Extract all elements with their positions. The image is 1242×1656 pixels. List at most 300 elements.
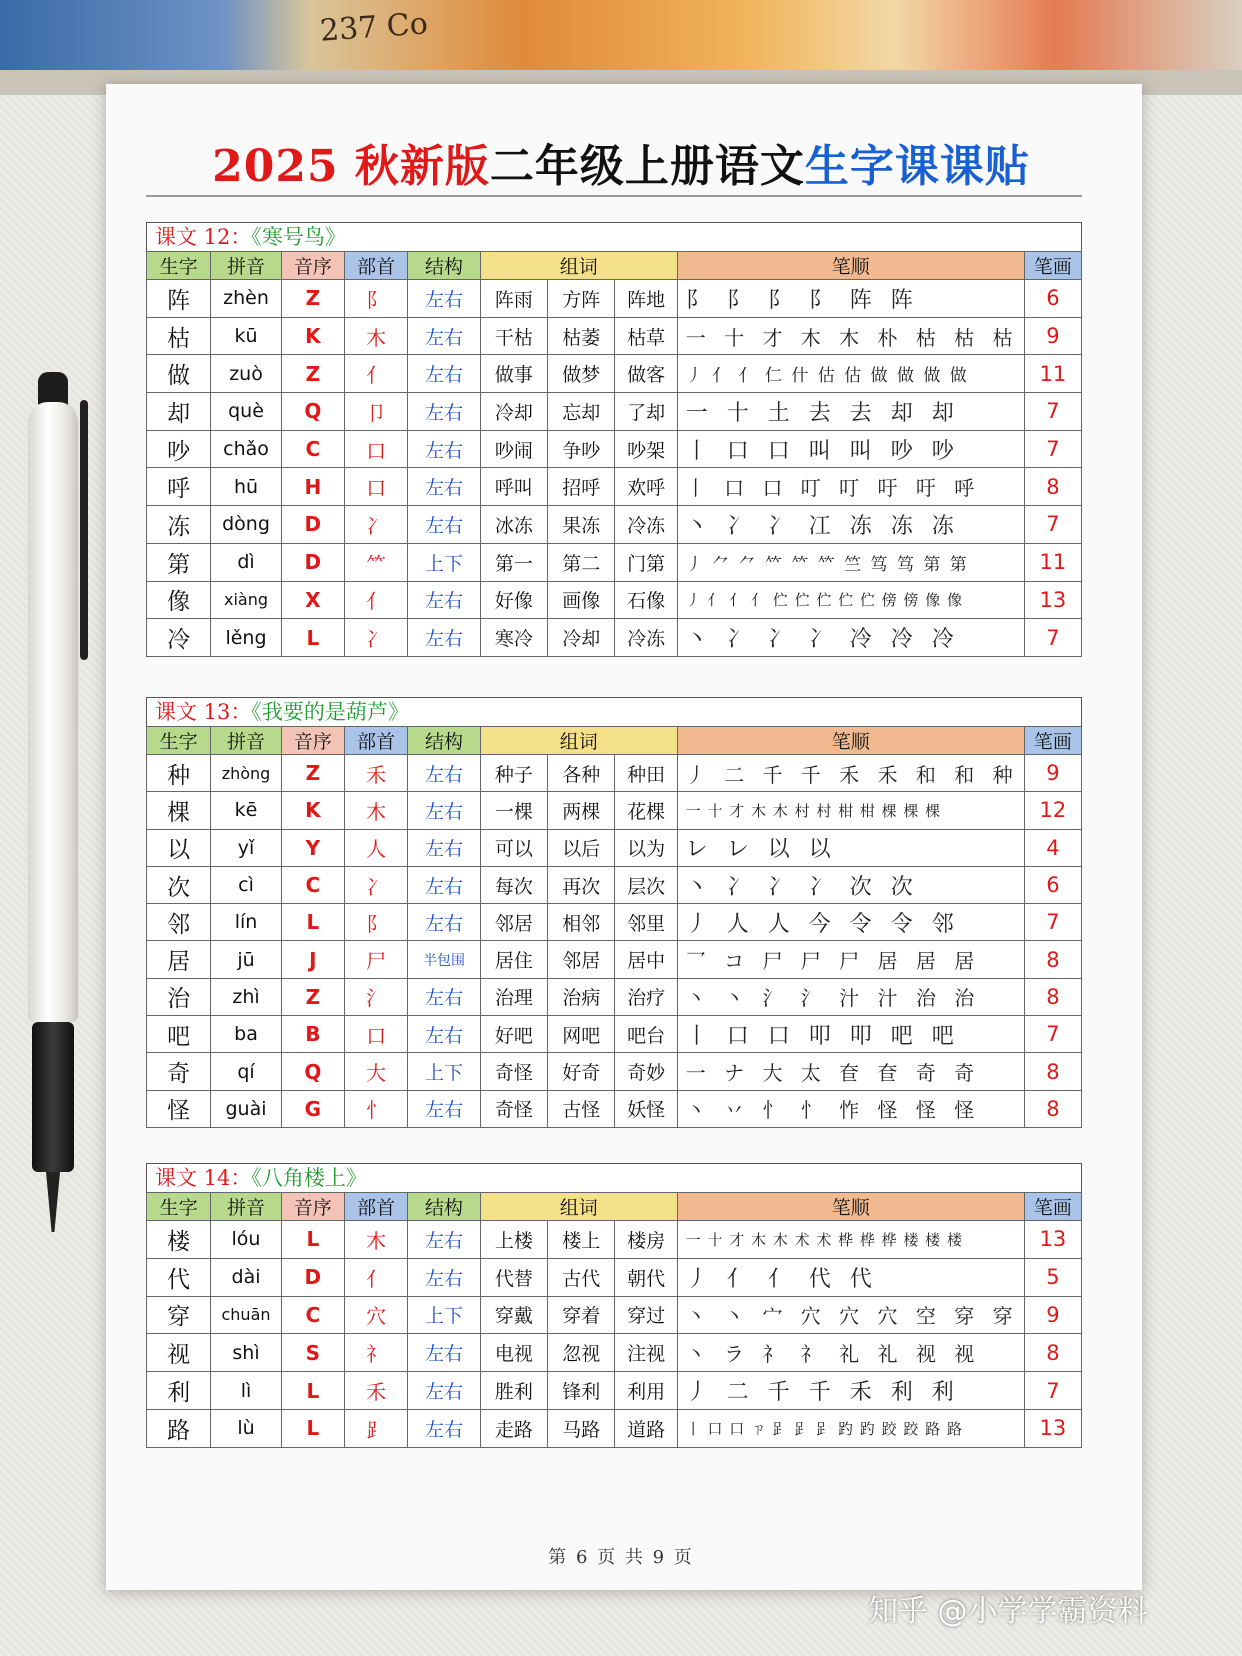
structure-cell: 左右: [408, 317, 480, 355]
word-cell: 冷却: [548, 619, 615, 657]
word-cell: 做事: [480, 355, 547, 393]
header-char: 生字: [147, 1193, 211, 1221]
pinyin-cell: chǎo: [211, 430, 281, 468]
word-cell: 邻居: [548, 941, 615, 978]
word-cell: 奇妙: [615, 1053, 677, 1090]
radical-cell: 穴: [345, 1296, 408, 1334]
lesson-title: 《我要的是葫芦》: [251, 700, 409, 724]
initial-cell: Y: [281, 829, 344, 866]
pinyin-cell: lì: [211, 1372, 281, 1410]
word-cell: 吵架: [615, 430, 677, 468]
word-cell: 招呼: [548, 468, 615, 506]
character-cell: 路: [147, 1409, 211, 1447]
table-row: [147, 1258, 1082, 1296]
initial-cell: H: [281, 468, 344, 506]
structure-cell: 上下: [408, 1296, 480, 1334]
header-radical: 部首: [345, 1193, 408, 1221]
table-row: [147, 1372, 1082, 1410]
stroke-count-cell: 7: [1024, 393, 1081, 431]
initial-cell: Q: [281, 393, 344, 431]
header-strokes: 笔顺: [677, 727, 1024, 755]
word-cell: 上楼: [480, 1221, 547, 1259]
radical-cell: 木: [345, 1221, 408, 1259]
character-table: [146, 1192, 1082, 1448]
pinyin-cell: zuò: [211, 355, 281, 393]
character-cell: 居: [147, 941, 211, 978]
word-cell: 古怪: [548, 1090, 615, 1127]
stroke-order-cell: 丿 二 千 千 禾 禾 和 和 种: [677, 755, 1024, 792]
structure-cell: 左右: [408, 866, 480, 903]
stroke-order-cell: 丨 口 口 叩 叩 吧 吧: [677, 1016, 1024, 1053]
structure-cell: 左右: [408, 1090, 480, 1127]
radical-cell: 尸: [345, 941, 408, 978]
character-cell: 治: [147, 978, 211, 1015]
character-cell: 以: [147, 829, 211, 866]
word-cell: 各种: [548, 755, 615, 792]
word-cell: 冷却: [480, 393, 547, 431]
pinyin-cell: xiàng: [211, 581, 281, 619]
header-radical: 部首: [345, 727, 408, 755]
lesson-section: [146, 1163, 1082, 1448]
table-row: [147, 792, 1082, 829]
header-strokes: 笔顺: [677, 252, 1024, 280]
table-header-row: [147, 1193, 1082, 1221]
word-cell: 邻里: [615, 904, 677, 941]
header-count: 笔画: [1024, 727, 1081, 755]
word-cell: 居住: [480, 941, 547, 978]
stroke-count-cell: 11: [1024, 543, 1081, 581]
radical-cell: 口: [345, 1016, 408, 1053]
lesson-label: 课文 13：: [155, 700, 252, 724]
stroke-count-cell: 8: [1024, 978, 1081, 1015]
word-cell: 干枯: [480, 317, 547, 355]
stroke-count-cell: 9: [1024, 1296, 1081, 1334]
pinyin-cell: yǐ: [211, 829, 281, 866]
table-row: [147, 506, 1082, 544]
radical-cell: 冫: [345, 506, 408, 544]
character-cell: 吵: [147, 430, 211, 468]
header-structure: 结构: [408, 727, 480, 755]
title-part-year: 2025 秋新版: [212, 141, 490, 192]
pinyin-cell: jū: [211, 941, 281, 978]
word-cell: 奇怪: [480, 1090, 547, 1127]
structure-cell: 半包围: [408, 941, 480, 978]
structure-cell: 左右: [408, 1221, 480, 1259]
pen-image: [22, 372, 84, 1232]
word-cell: 可以: [480, 829, 547, 866]
initial-cell: Z: [281, 755, 344, 792]
radical-cell: 禾: [345, 755, 408, 792]
table-row: [147, 619, 1082, 657]
header-char: 生字: [147, 252, 211, 280]
radical-cell: 木: [345, 792, 408, 829]
stroke-count-cell: 13: [1024, 1221, 1081, 1259]
table-row: [147, 904, 1082, 941]
pinyin-cell: zhòng: [211, 755, 281, 792]
word-cell: 再次: [548, 866, 615, 903]
pinyin-cell: dòng: [211, 506, 281, 544]
stroke-order-cell: 阝 阝 阝 阝 阵 阵: [677, 280, 1024, 318]
word-cell: 好像: [480, 581, 547, 619]
title-part-subject: 生字课课贴: [804, 141, 1030, 192]
header-structure: 结构: [408, 252, 480, 280]
word-cell: 画像: [548, 581, 615, 619]
stroke-count-cell: 7: [1024, 619, 1081, 657]
initial-cell: L: [281, 619, 344, 657]
radical-cell: 大: [345, 1053, 408, 1090]
header-radical: 部首: [345, 252, 408, 280]
character-cell: 呼: [147, 468, 211, 506]
table-row: [147, 468, 1082, 506]
word-cell: 楼房: [615, 1221, 677, 1259]
word-cell: 治理: [480, 978, 547, 1015]
radical-cell: 亻: [345, 1258, 408, 1296]
word-cell: 以为: [615, 829, 677, 866]
character-cell: 楼: [147, 1221, 211, 1259]
watermark: 知乎 @小学学霸资料: [868, 1594, 1148, 1629]
word-cell: 注视: [615, 1334, 677, 1372]
initial-cell: Z: [281, 280, 344, 318]
pinyin-cell: chuān: [211, 1296, 281, 1334]
structure-cell: 左右: [408, 1372, 480, 1410]
initial-cell: C: [281, 866, 344, 903]
character-table: [146, 251, 1082, 657]
initial-cell: K: [281, 317, 344, 355]
stroke-order-cell: 丨 口 口 叫 叫 吵 吵: [677, 430, 1024, 468]
character-cell: 怪: [147, 1090, 211, 1127]
lesson-section: [146, 697, 1082, 1128]
stroke-order-cell: 丶 ラ 礻 礻 礼 礼 视 视: [677, 1334, 1024, 1372]
background-photo: [0, 0, 1242, 95]
character-cell: 第: [147, 543, 211, 581]
radical-cell: 木: [345, 317, 408, 355]
word-cell: 以后: [548, 829, 615, 866]
initial-cell: L: [281, 1372, 344, 1410]
word-cell: 门第: [615, 543, 677, 581]
table-header-row: [147, 252, 1082, 280]
pinyin-cell: lù: [211, 1409, 281, 1447]
stroke-count-cell: 7: [1024, 506, 1081, 544]
word-cell: 花棵: [615, 792, 677, 829]
radical-cell: 冫: [345, 619, 408, 657]
character-cell: 吧: [147, 1016, 211, 1053]
stroke-count-cell: 4: [1024, 829, 1081, 866]
header-words: 组词: [480, 1193, 677, 1221]
initial-cell: D: [281, 506, 344, 544]
initial-cell: S: [281, 1334, 344, 1372]
character-cell: 棵: [147, 792, 211, 829]
initial-cell: Z: [281, 978, 344, 1015]
stroke-order-cell: 丶 冫 冫 冫 次 次: [677, 866, 1024, 903]
table-row: [147, 1409, 1082, 1447]
pinyin-cell: ba: [211, 1016, 281, 1053]
radical-cell: 人: [345, 829, 408, 866]
word-cell: 枯草: [615, 317, 677, 355]
title-part-grade: 二年级上册语文: [489, 141, 805, 192]
structure-cell: 左右: [408, 978, 480, 1015]
lesson-label: 课文 12：: [155, 225, 252, 249]
character-cell: 枯: [147, 317, 211, 355]
word-cell: 邻居: [480, 904, 547, 941]
word-cell: 石像: [615, 581, 677, 619]
stroke-order-cell: 丿 ⺈ ⺈ 𥫗 𥫗 𥫗 竺 笃 笃 第 第: [677, 543, 1024, 581]
pinyin-cell: lěng: [211, 619, 281, 657]
stroke-order-cell: 丿 人 人 今 令 令 邻: [677, 904, 1024, 941]
word-cell: 治病: [548, 978, 615, 1015]
character-cell: 做: [147, 355, 211, 393]
radical-cell: ⻊: [345, 1409, 408, 1447]
background-stamp: 237 Co: [318, 6, 429, 49]
character-cell: 次: [147, 866, 211, 903]
pinyin-cell: dài: [211, 1258, 281, 1296]
word-cell: 阵地: [615, 280, 677, 318]
lesson-section: [146, 222, 1082, 657]
pinyin-cell: qí: [211, 1053, 281, 1090]
initial-cell: G: [281, 1090, 344, 1127]
table-row: [147, 280, 1082, 318]
character-cell: 视: [147, 1334, 211, 1372]
word-cell: 奇怪: [480, 1053, 547, 1090]
header-structure: 结构: [408, 1193, 480, 1221]
table-row: [147, 1053, 1082, 1090]
radical-cell: 卩: [345, 393, 408, 431]
pen-grip: [32, 1022, 74, 1172]
pinyin-cell: lóu: [211, 1221, 281, 1259]
stroke-order-cell: 乛 コ 尸 尸 尸 居 居 居: [677, 941, 1024, 978]
word-cell: 胜利: [480, 1372, 547, 1410]
structure-cell: 左右: [408, 468, 480, 506]
pen-body: [28, 402, 78, 1022]
stroke-order-cell: 丶 丶 宀 穴 穴 穴 空 穿 穿: [677, 1296, 1024, 1334]
pen-tip: [46, 1172, 60, 1232]
page-title: [0, 130, 1242, 194]
pinyin-cell: kū: [211, 317, 281, 355]
lesson-heading: [146, 222, 1082, 251]
word-cell: 古代: [548, 1258, 615, 1296]
table-row: [147, 829, 1082, 866]
header-strokes: 笔顺: [677, 1193, 1024, 1221]
initial-cell: L: [281, 1409, 344, 1447]
stroke-count-cell: 12: [1024, 792, 1081, 829]
radical-cell: 礻: [345, 1334, 408, 1372]
character-cell: 邻: [147, 904, 211, 941]
table-row: [147, 430, 1082, 468]
character-cell: 冷: [147, 619, 211, 657]
radical-cell: 阝: [345, 904, 408, 941]
stroke-order-cell: 一 十 才 木 木 村 村 柑 柑 棵 棵 棵: [677, 792, 1024, 829]
stroke-count-cell: 8: [1024, 468, 1081, 506]
table-row: [147, 317, 1082, 355]
word-cell: 马路: [548, 1409, 615, 1447]
structure-cell: 左右: [408, 829, 480, 866]
pinyin-cell: zhì: [211, 978, 281, 1015]
stroke-count-cell: 5: [1024, 1258, 1081, 1296]
word-cell: 第二: [548, 543, 615, 581]
table-row: [147, 1296, 1082, 1334]
word-cell: 层次: [615, 866, 677, 903]
word-cell: 朝代: [615, 1258, 677, 1296]
word-cell: 争吵: [548, 430, 615, 468]
stroke-order-cell: レ レ 以 以: [677, 829, 1024, 866]
structure-cell: 左右: [408, 904, 480, 941]
character-table: [146, 726, 1082, 1128]
structure-cell: 左右: [408, 355, 480, 393]
word-cell: 两棵: [548, 792, 615, 829]
radical-cell: 口: [345, 468, 408, 506]
word-cell: 阵雨: [480, 280, 547, 318]
word-cell: 果冻: [548, 506, 615, 544]
stroke-count-cell: 9: [1024, 755, 1081, 792]
character-cell: 却: [147, 393, 211, 431]
word-cell: 治疗: [615, 978, 677, 1015]
pinyin-cell: lín: [211, 904, 281, 941]
structure-cell: 左右: [408, 1258, 480, 1296]
initial-cell: C: [281, 1296, 344, 1334]
character-cell: 利: [147, 1372, 211, 1410]
stroke-count-cell: 11: [1024, 355, 1081, 393]
table-row: [147, 866, 1082, 903]
word-cell: 网吧: [548, 1016, 615, 1053]
header-pinyin: 拼音: [211, 1193, 281, 1221]
pinyin-cell: cì: [211, 866, 281, 903]
header-initial: 音序: [281, 1193, 344, 1221]
stroke-order-cell: 丨 口 口 叮 叮 吁 吁 呼: [677, 468, 1024, 506]
word-cell: 利用: [615, 1372, 677, 1410]
stroke-count-cell: 8: [1024, 941, 1081, 978]
structure-cell: 左右: [408, 581, 480, 619]
word-cell: 走路: [480, 1409, 547, 1447]
character-cell: 奇: [147, 1053, 211, 1090]
stroke-count-cell: 13: [1024, 1409, 1081, 1447]
structure-cell: 左右: [408, 619, 480, 657]
stroke-order-cell: 丿 亻 亻 亻 伫 伫 伫 伫 伫 傍 傍 像 像: [677, 581, 1024, 619]
character-cell: 冻: [147, 506, 211, 544]
initial-cell: D: [281, 543, 344, 581]
pinyin-cell: hū: [211, 468, 281, 506]
header-initial: 音序: [281, 727, 344, 755]
table-row: [147, 941, 1082, 978]
initial-cell: Z: [281, 355, 344, 393]
stroke-count-cell: 6: [1024, 866, 1081, 903]
initial-cell: K: [281, 792, 344, 829]
word-cell: 一棵: [480, 792, 547, 829]
stroke-order-cell: 丿 二 千 千 禾 利 利: [677, 1372, 1024, 1410]
table-row: [147, 1221, 1082, 1259]
word-cell: 种子: [480, 755, 547, 792]
stroke-order-cell: 一 十 才 木 木 朴 枯 枯 枯: [677, 317, 1024, 355]
radical-cell: 口: [345, 430, 408, 468]
header-pinyin: 拼音: [211, 727, 281, 755]
radical-cell: 禾: [345, 1372, 408, 1410]
word-cell: 妖怪: [615, 1090, 677, 1127]
word-cell: 冷冻: [615, 619, 677, 657]
lesson-title: 《八角楼上》: [251, 1166, 367, 1190]
word-cell: 做客: [615, 355, 677, 393]
stroke-count-cell: 7: [1024, 1016, 1081, 1053]
lesson-label: 课文 14：: [155, 1166, 252, 1190]
stroke-count-cell: 8: [1024, 1053, 1081, 1090]
character-cell: 穿: [147, 1296, 211, 1334]
word-cell: 方阵: [548, 280, 615, 318]
table-row: [147, 1090, 1082, 1127]
word-cell: 冷冻: [615, 506, 677, 544]
stroke-order-cell: 一 十 土 去 去 却 却: [677, 393, 1024, 431]
table-row: [147, 1334, 1082, 1372]
structure-cell: 左右: [408, 506, 480, 544]
word-cell: 居中: [615, 941, 677, 978]
lesson-title: 《寒号鸟》: [251, 225, 346, 249]
character-cell: 像: [147, 581, 211, 619]
word-cell: 好吧: [480, 1016, 547, 1053]
stroke-order-cell: 一 十 才 木 木 术 术 桦 桦 桦 楼 楼 楼: [677, 1221, 1024, 1259]
word-cell: 吧台: [615, 1016, 677, 1053]
radical-cell: 氵: [345, 978, 408, 1015]
word-cell: 代替: [480, 1258, 547, 1296]
character-cell: 阵: [147, 280, 211, 318]
structure-cell: 左右: [408, 430, 480, 468]
table-row: [147, 393, 1082, 431]
header-words: 组词: [480, 252, 677, 280]
word-cell: 锋利: [548, 1372, 615, 1410]
stroke-count-cell: 7: [1024, 1372, 1081, 1410]
structure-cell: 左右: [408, 1016, 480, 1053]
character-cell: 种: [147, 755, 211, 792]
word-cell: 吵闹: [480, 430, 547, 468]
pinyin-cell: dì: [211, 543, 281, 581]
structure-cell: 左右: [408, 1334, 480, 1372]
initial-cell: L: [281, 904, 344, 941]
word-cell: 忘却: [548, 393, 615, 431]
word-cell: 相邻: [548, 904, 615, 941]
stroke-order-cell: 一 ナ 大 太 奆 奆 奇 奇: [677, 1053, 1024, 1090]
stroke-count-cell: 8: [1024, 1334, 1081, 1372]
word-cell: 忽视: [548, 1334, 615, 1372]
radical-cell: 亻: [345, 581, 408, 619]
stroke-order-cell: 丶 丶 氵 氵 汁 汁 治 治: [677, 978, 1024, 1015]
character-cell: 代: [147, 1258, 211, 1296]
stroke-order-cell: 丿 亻 亻 仁 什 估 估 做 做 做 做: [677, 355, 1024, 393]
header-count: 笔画: [1024, 252, 1081, 280]
header-pinyin: 拼音: [211, 252, 281, 280]
page-number: 第 6 页 共 9 页: [548, 1547, 694, 1568]
table-row: [147, 581, 1082, 619]
word-cell: 欢呼: [615, 468, 677, 506]
stroke-order-cell: 丿 亻 亻 代 代: [677, 1258, 1024, 1296]
word-cell: 了却: [615, 393, 677, 431]
word-cell: 第一: [480, 543, 547, 581]
header-initial: 音序: [281, 252, 344, 280]
radical-cell: 亻: [345, 355, 408, 393]
table-header-row: [147, 727, 1082, 755]
initial-cell: J: [281, 941, 344, 978]
structure-cell: 上下: [408, 543, 480, 581]
stroke-order-cell: 丶 丷 忄 忄 怍 怪 怪 怪: [677, 1090, 1024, 1127]
pinyin-cell: kē: [211, 792, 281, 829]
word-cell: 穿着: [548, 1296, 615, 1334]
word-cell: 道路: [615, 1409, 677, 1447]
radical-cell: ⺮: [345, 543, 408, 581]
lesson-heading: [146, 1163, 1082, 1192]
pinyin-cell: shì: [211, 1334, 281, 1372]
word-cell: 做梦: [548, 355, 615, 393]
initial-cell: D: [281, 1258, 344, 1296]
lesson-heading: [146, 697, 1082, 726]
word-cell: 电视: [480, 1334, 547, 1372]
stroke-order-cell: 丨 口 口 ㄗ 𧾷 𧾷 𧾷 趵 趵 跤 跤 路 路: [677, 1409, 1024, 1447]
header-words: 组词: [480, 727, 677, 755]
header-char: 生字: [147, 727, 211, 755]
word-cell: 冰冻: [480, 506, 547, 544]
